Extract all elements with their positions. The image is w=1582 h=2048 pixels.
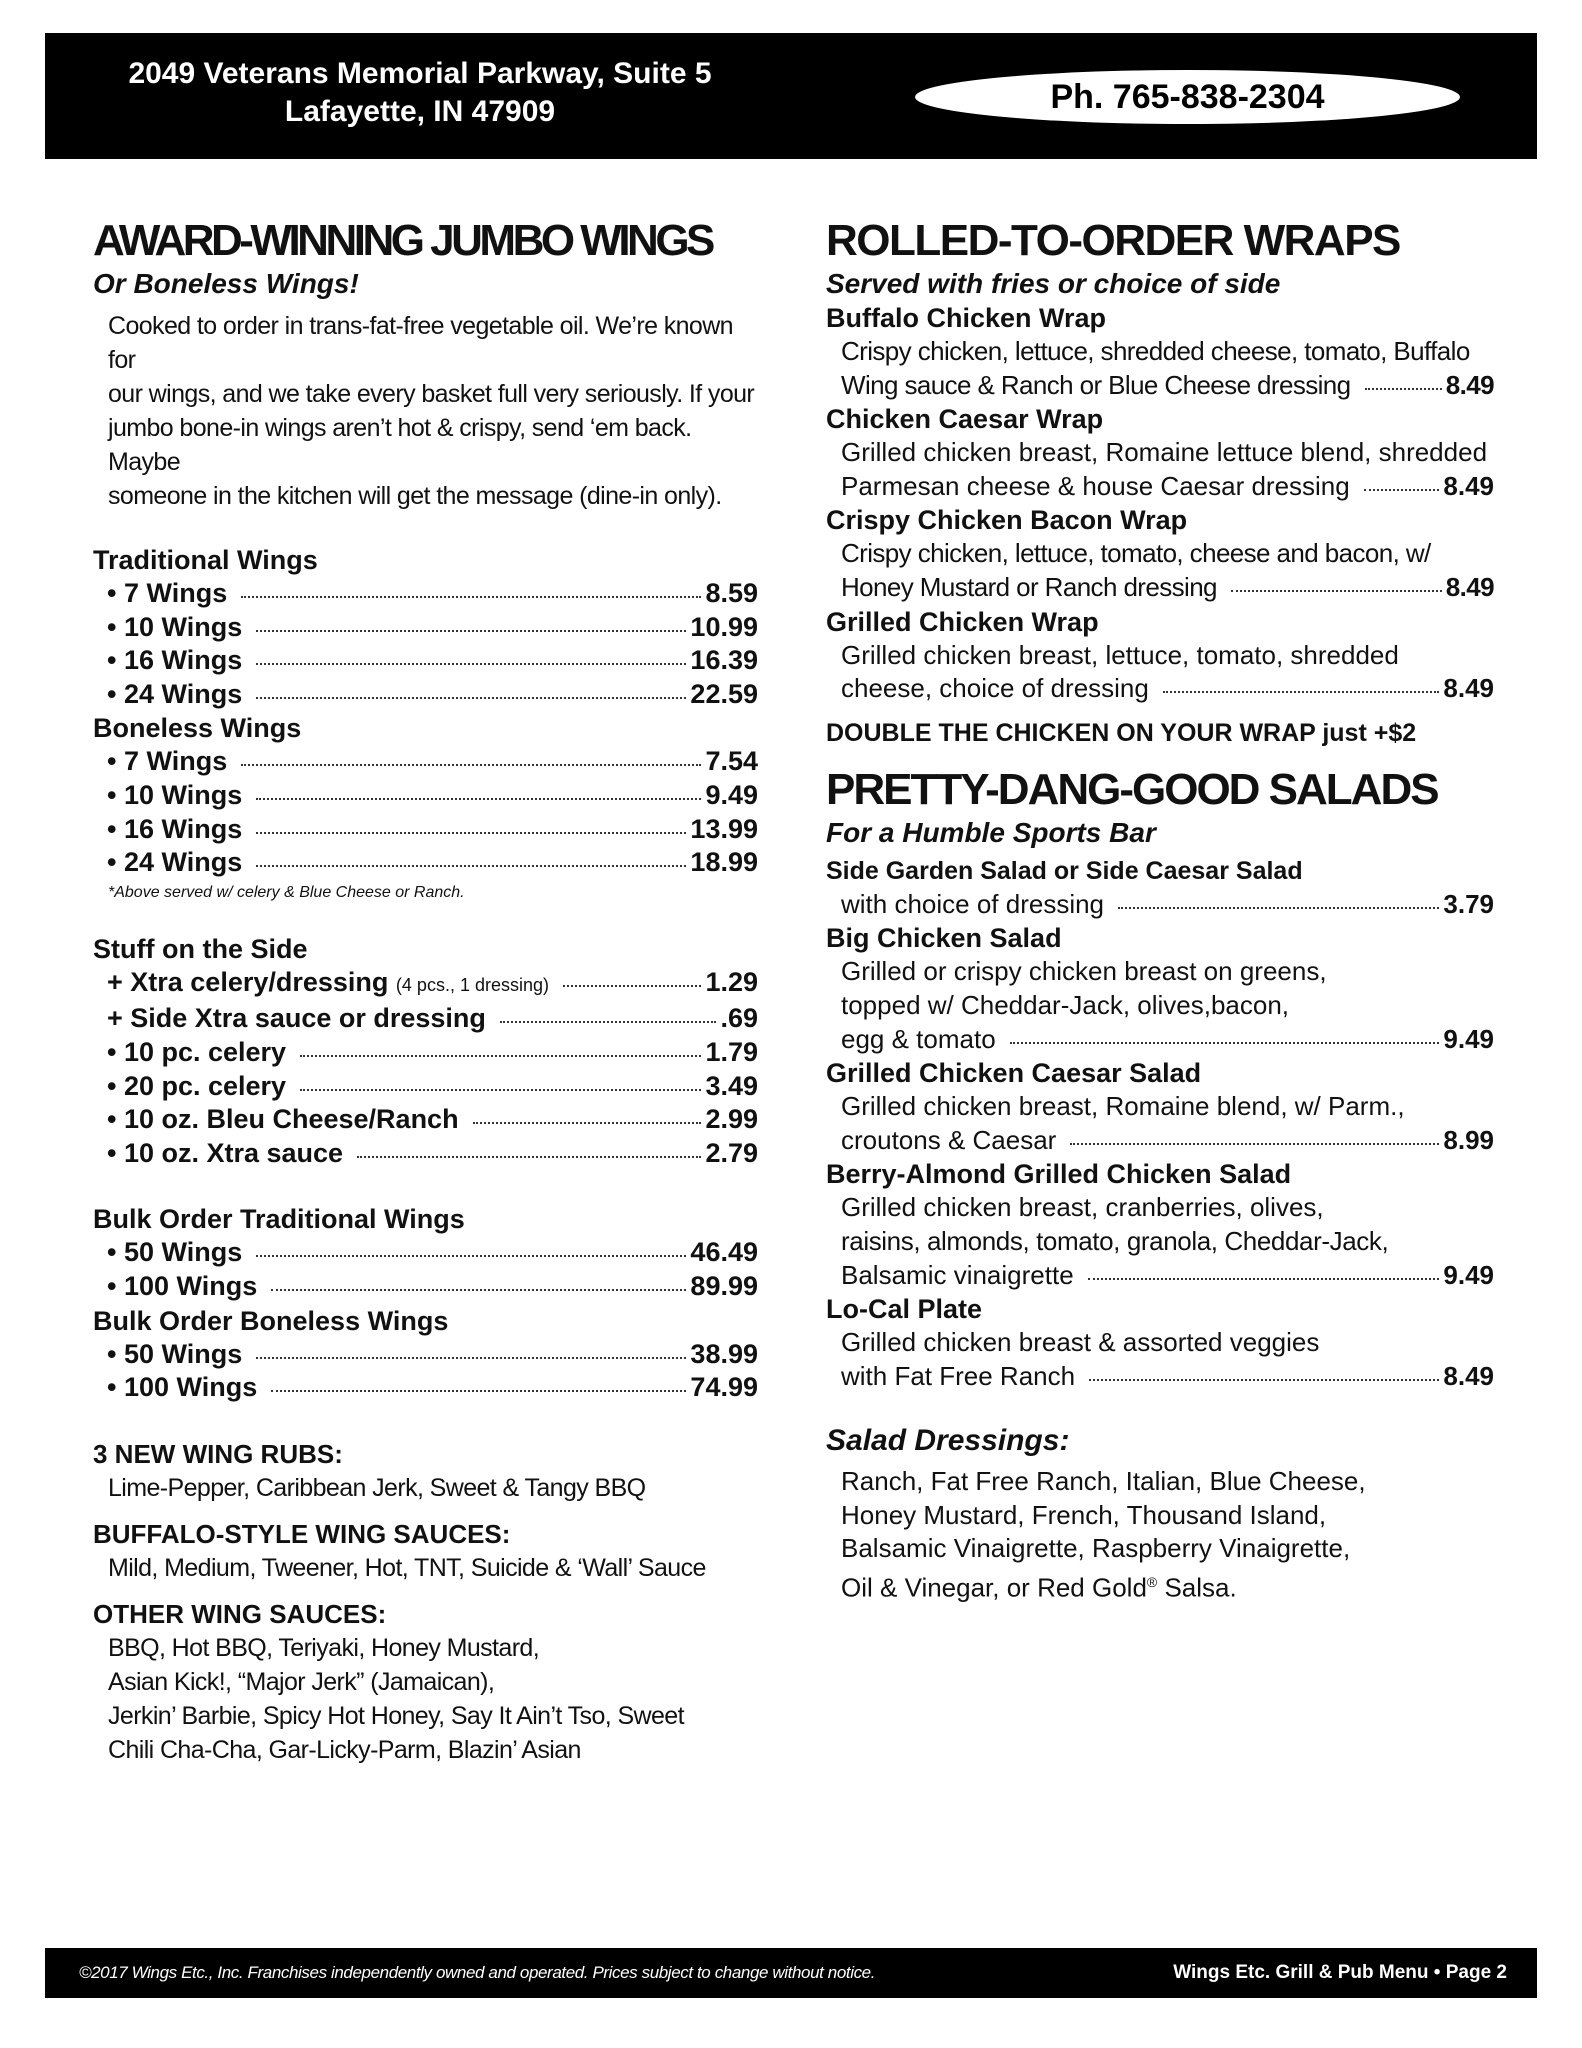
price: 16.39: [690, 645, 758, 676]
salad-price-line: egg & tomato 9.49: [826, 1023, 1494, 1057]
price: 8.49: [1443, 1360, 1494, 1391]
salad-desc: Grilled chicken breast, Romaine blend, w/ Parm.,: [841, 1091, 1405, 1122]
dressings-line: Oil & Vinegar, or Red Gold® Salsa.: [841, 1572, 1237, 1603]
footer-bar: [45, 1948, 1537, 1998]
wrap-desc: Grilled chicken breast, lettuce, tomato, shredded: [841, 639, 1399, 670]
price: 38.99: [690, 1338, 758, 1369]
other-sauces-line: BBQ, Hot BBQ, Teriyaki, Honey Mustard,: [108, 1633, 540, 1662]
salad-price-line: with choice of dressing 3.79: [826, 888, 1494, 922]
menu-item: • 16 Wings 13.99: [93, 813, 758, 847]
bulk-traditional-label: Bulk Order Traditional Wings: [93, 1204, 465, 1235]
menu-item: + Xtra celery/dressing (4 pcs., 1 dressing) 1.29: [93, 966, 758, 1003]
wings-note: *Above served w/ celery & Blue Cheese or Ranch.: [108, 883, 465, 901]
price: 8.99: [1443, 1124, 1494, 1155]
salad-desc: raisins, almonds, tomato, granola, Cheddar-Jack,: [841, 1225, 1389, 1256]
rubs-text: Lime-Pepper, Caribbean Jerk, Sweet & Tangy BBQ: [108, 1473, 646, 1502]
salad-name: Side Garden Salad or Side Caesar Salad: [826, 856, 1303, 885]
price: 74.99: [690, 1372, 758, 1403]
wings-description: [93, 309, 758, 513]
menu-item: + Side Xtra sauce or dressing .69: [93, 1002, 758, 1036]
wrap-price-line: Honey Mustard or Ranch dressing 8.49: [826, 571, 1494, 605]
menu-item: • 10 oz. Xtra sauce 2.79: [93, 1137, 758, 1171]
wrap-name: Grilled Chicken Wrap: [826, 606, 1099, 637]
boneless-wings-label: Boneless Wings: [93, 713, 302, 744]
wrap-price-line: Parmesan cheese & house Caesar dressing 8.49: [826, 470, 1494, 504]
salad-name: Big Chicken Salad: [826, 923, 1062, 954]
wrap-price-line: cheese, choice of dressing 8.49: [826, 672, 1494, 706]
wrap-desc: Crispy chicken, lettuce, tomato, cheese and bacon, w/: [841, 538, 1431, 569]
buffalo-sauces-text: Mild, Medium, Tweener, Hot, TNT, Suicide & ‘Wall’ Sauce: [108, 1553, 706, 1582]
price: 8.49: [1443, 673, 1494, 704]
price: 8.59: [705, 578, 758, 608]
menu-item: • 100 Wings 89.99: [93, 1270, 758, 1304]
salad-desc: Grilled or crispy chicken breast on greens,: [841, 956, 1327, 987]
salads-subtitle: For a Humble Sports Bar: [826, 816, 1156, 848]
dressings-line: Honey Mustard, French, Thousand Island,: [841, 1499, 1327, 1530]
salad-desc: topped w/ Cheddar-Jack, olives,bacon,: [841, 989, 1290, 1020]
menu-item: • 20 pc. celery 3.49: [93, 1070, 758, 1104]
salad-price-line: croutons & Caesar 8.99: [826, 1124, 1494, 1158]
menu-item: • 10 Wings 10.99: [93, 611, 758, 645]
double-chicken-note: DOUBLE THE CHICKEN ON YOUR WRAP just +$2: [826, 718, 1417, 747]
wings-desc-line: our wings, and we take every basket full very seriously. If your: [108, 380, 755, 408]
menu-item: • 100 Wings 74.99: [93, 1371, 758, 1405]
menu-item: • 50 Wings 38.99: [93, 1338, 758, 1372]
menu-item: • 10 Wings 9.49: [93, 779, 758, 813]
price: 9.49: [1443, 1259, 1494, 1290]
wrap-name: Chicken Caesar Wrap: [826, 404, 1104, 435]
price: 13.99: [690, 813, 758, 844]
dressings-line: Ranch, Fat Free Ranch, Italian, Blue Cheese,: [841, 1466, 1366, 1497]
other-sauces-line: Asian Kick!, “Major Jerk” (Jamaican),: [108, 1667, 495, 1696]
salad-price-line: with Fat Free Ranch 8.49: [826, 1360, 1494, 1394]
price: 2.99: [705, 1104, 758, 1135]
price: 8.49: [1443, 470, 1494, 501]
menu-item: • 7 Wings 7.54: [93, 745, 758, 779]
menu-item: • 50 Wings 46.49: [93, 1236, 758, 1270]
other-sauces-label: OTHER WING SAUCES:: [93, 1598, 387, 1629]
buffalo-sauces-label: BUFFALO-STYLE WING SAUCES:: [93, 1518, 511, 1549]
price: 46.49: [690, 1237, 758, 1268]
salad-name: Lo-Cal Plate: [826, 1294, 983, 1325]
wrap-price-line: Wing sauce & Ranch or Blue Cheese dressing 8.49: [826, 369, 1494, 403]
price: 3.49: [705, 1070, 758, 1101]
salad-desc: Grilled chicken breast, cranberries, olives,: [841, 1192, 1324, 1223]
price: 2.79: [705, 1137, 758, 1168]
wrap-name: Crispy Chicken Bacon Wrap: [826, 505, 1188, 536]
wings-desc-line: someone in the kitchen will get the message (dine-in only).: [108, 482, 722, 510]
traditional-wings-label: Traditional Wings: [93, 545, 318, 575]
address: [45, 55, 795, 131]
menu-item: • 7 Wings 8.59: [93, 577, 758, 611]
bulk-boneless-label: Bulk Order Boneless Wings: [93, 1305, 449, 1336]
price: 9.49: [705, 779, 758, 810]
right-column: [826, 215, 1494, 1605]
left-column: [93, 215, 758, 1767]
menu-item: • 10 oz. Bleu Cheese/Ranch 2.99: [93, 1103, 758, 1137]
wraps-title: ROLLED-TO-ORDER WRAPS: [826, 216, 1400, 265]
price: .69: [720, 1003, 758, 1034]
wraps-subtitle: Served with fries or choice of side: [826, 268, 1281, 299]
wrap-desc: Grilled chicken breast, Romaine lettuce blend, shredded: [841, 437, 1488, 468]
price: 8.49: [1445, 571, 1494, 602]
address-line2: Lafayette, IN 47909: [284, 95, 556, 128]
price: 8.49: [1445, 369, 1494, 400]
price: 7.54: [705, 746, 758, 777]
price: 1.29: [705, 966, 758, 997]
salads-title: PRETTY-DANG-GOOD SALADS: [826, 764, 1438, 814]
wrap-name: Buffalo Chicken Wrap: [826, 303, 1107, 333]
price: 18.99: [690, 847, 758, 878]
menu-item: • 10 pc. celery 1.79: [93, 1036, 758, 1070]
salad-name: Grilled Chicken Caesar Salad: [826, 1058, 1202, 1089]
wings-desc-line: Cooked to order in trans-fat-free vegetable oil. We’re known for: [108, 312, 733, 374]
dressings-line: Balsamic Vinaigrette, Raspberry Vinaigrette,: [841, 1533, 1351, 1564]
sides-label: Stuff on the Side: [93, 933, 308, 964]
wrap-desc: Crispy chicken, lettuce, shredded cheese, tomato, Buffalo: [841, 336, 1470, 366]
salad-name: Berry-Almond Grilled Chicken Salad: [826, 1159, 1292, 1190]
wings-title: AWARD-WINNING JUMBO WINGS: [93, 216, 712, 265]
header-bar: [45, 33, 1537, 159]
footer-page: Wings Etc. Grill & Pub Menu • Page 2: [1173, 1962, 1507, 1983]
salad-desc: Grilled chicken breast & assorted veggies: [841, 1327, 1320, 1358]
wings-subtitle: Or Boneless Wings!: [93, 268, 359, 299]
price: 89.99: [690, 1270, 758, 1301]
menu-item: • 16 Wings 16.39: [93, 644, 758, 678]
other-sauces-line: Chili Cha-Cha, Gar-Licky-Parm, Blazin’ Asian: [108, 1735, 581, 1764]
address-line1: 2049 Veterans Memorial Parkway, Suite 5: [128, 57, 712, 90]
registered-mark: ®: [1146, 1574, 1158, 1591]
menu-item: • 24 Wings 22.59: [93, 678, 758, 712]
phone-number[interactable]: Ph. 765-838-2304: [915, 70, 1460, 124]
price: 9.49: [1443, 1023, 1494, 1054]
rubs-label: 3 NEW WING RUBS:: [93, 1438, 343, 1469]
price: 10.99: [690, 611, 758, 642]
other-sauces-line: Jerkin’ Barbie, Spicy Hot Honey, Say It Ain’t Tso, Sweet: [108, 1701, 684, 1730]
wings-desc-line: jumbo bone-in wings aren’t hot & crispy, send ‘em back. Maybe: [108, 414, 692, 476]
menu-item: • 24 Wings 18.99: [93, 846, 758, 880]
footer-legal: ©2017 Wings Etc., Inc. Franchises independently owned and operated. Prices subject to change without notice.: [79, 1963, 876, 1982]
price: 3.79: [1443, 888, 1494, 919]
dressings-title: Salad Dressings:: [826, 1424, 1070, 1458]
price: 1.79: [705, 1036, 758, 1067]
salad-price-line: Balsamic vinaigrette 9.49: [826, 1259, 1494, 1293]
price: 22.59: [690, 678, 758, 709]
